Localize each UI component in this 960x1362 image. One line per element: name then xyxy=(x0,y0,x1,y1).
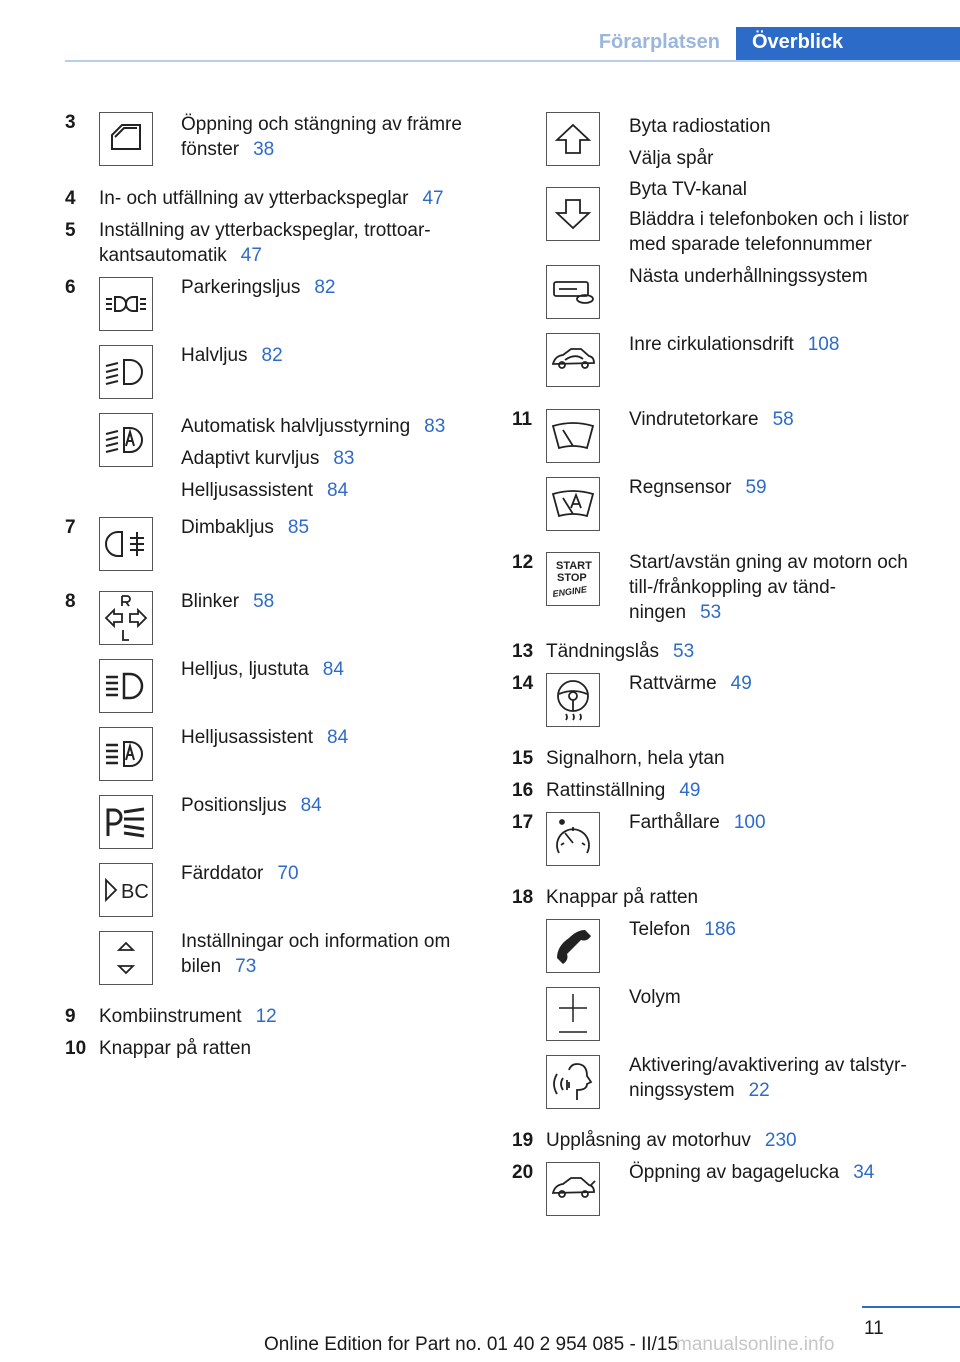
arrow-up-icon xyxy=(546,112,600,166)
page-ref[interactable]: 84 xyxy=(300,795,322,816)
high-beam-icon xyxy=(99,659,153,713)
item-13-text: Tändningslås 53 xyxy=(546,641,695,662)
page-ref[interactable]: 47 xyxy=(422,188,444,209)
item-number: 12 xyxy=(512,552,534,573)
arrow-down-icon xyxy=(546,187,600,241)
auto-light-text: Automatisk halvljusstyrning 83 Adaptivt kurvljus 83 Helljusassistent 84 xyxy=(181,416,446,501)
page-ref[interactable]: 100 xyxy=(733,812,766,833)
item-number: 17 xyxy=(512,812,534,833)
page-number: 11 xyxy=(864,1318,884,1339)
page-ref[interactable]: 38 xyxy=(253,139,275,160)
position-light-text: Positionsljus 84 xyxy=(181,795,322,816)
item-number: 11 xyxy=(512,409,533,430)
page-ref[interactable]: 22 xyxy=(748,1080,770,1101)
item-17-text: Farthållare 100 xyxy=(629,812,766,833)
item-number: 13 xyxy=(512,641,534,662)
page-ref[interactable]: 34 xyxy=(853,1162,875,1183)
volume-icon xyxy=(546,987,600,1041)
page-ref[interactable]: 84 xyxy=(327,727,349,748)
entertainment-icon xyxy=(546,265,600,319)
page-ref[interactable]: 53 xyxy=(673,641,695,662)
recirculation-text: Inre cirkulationsdrift 108 xyxy=(629,334,840,355)
stop-label: STOP xyxy=(557,572,587,584)
recirculation-icon xyxy=(546,333,600,387)
header-active-tab: Överblick xyxy=(736,27,960,60)
page-ref[interactable]: 59 xyxy=(745,477,767,498)
item-number: 6 xyxy=(65,277,76,298)
page-ref[interactable]: 12 xyxy=(255,1006,277,1027)
footer-rule xyxy=(862,1306,960,1308)
high-beam-assist-text: Helljusassistent 84 xyxy=(181,727,349,748)
start-stop-text: Start/avstän gning av motorn och till-/frånkoppling av tänd- ningen 53 xyxy=(629,552,908,623)
phone-text: Telefon 186 xyxy=(629,919,736,940)
item-3-text: Öppning och stängning av främre fönster 38 xyxy=(181,114,462,160)
entertainment-text: Nästa underhållningssystem xyxy=(629,266,868,287)
start-label: START xyxy=(556,560,592,572)
item-number: 18 xyxy=(512,887,534,908)
page-ref[interactable]: 47 xyxy=(240,245,262,266)
turn-signal-icon xyxy=(99,591,153,645)
wiper-text: Vindrutetorkare 58 xyxy=(629,409,794,430)
page-ref[interactable]: 58 xyxy=(772,409,794,430)
steering-wheel-heating-icon xyxy=(546,673,600,727)
page-ref[interactable]: 70 xyxy=(277,863,299,884)
volume-text: Volym xyxy=(629,987,681,1008)
edition-line: Online Edition for Part no. 01 40 2 954 085 - II/15 xyxy=(264,1334,679,1355)
item-number: 7 xyxy=(65,517,76,538)
high-beam-assist-icon xyxy=(99,727,153,781)
voice-control-icon xyxy=(546,1055,600,1109)
item-10-text: Knappar på ratten xyxy=(99,1038,252,1059)
item-number: 4 xyxy=(65,188,76,209)
settings-text: Inställningar och information om bilen 73 xyxy=(181,931,451,977)
blinker-text: Blinker 58 xyxy=(181,591,275,612)
parking-light-text: Parkeringsljus 82 xyxy=(181,277,336,298)
tv-text: Byta TV-kanal Bläddra i telefonboken och i listor med sparade telefonnummer xyxy=(629,179,909,255)
page-ref[interactable]: 82 xyxy=(314,277,336,298)
item-number: 15 xyxy=(512,748,534,769)
up-down-icon xyxy=(99,931,153,985)
item-14-text: Rattvärme 49 xyxy=(629,673,752,694)
watermark: manualsonline.info xyxy=(676,1334,835,1355)
window-icon xyxy=(99,112,153,166)
position-light-icon xyxy=(99,795,153,849)
page-ref[interactable]: 84 xyxy=(327,480,349,501)
item-19-text: Upplåsning av motorhuv 230 xyxy=(546,1130,797,1151)
low-beam-text: Halvljus 82 xyxy=(181,345,283,366)
board-computer-icon xyxy=(99,863,153,917)
page-ref[interactable]: 83 xyxy=(424,416,446,437)
page-ref[interactable]: 49 xyxy=(730,673,752,694)
auto-low-beam-icon xyxy=(99,413,153,467)
item-5-text: Inställning av ytterbackspeglar, trottoar- kantsautomatik 47 xyxy=(99,220,431,266)
page-header xyxy=(0,0,960,62)
page-ref[interactable]: 108 xyxy=(807,334,840,355)
item-20-text: Öppning av bagagelucka 34 xyxy=(629,1162,875,1183)
parking-light-icon xyxy=(99,277,153,331)
rear-fog-light-icon xyxy=(99,517,153,571)
item-18-text: Knappar på ratten xyxy=(546,887,699,908)
item-16-text: Rattinställning 49 xyxy=(546,780,701,801)
rear-fog-text: Dimbakljus 85 xyxy=(181,517,310,538)
board-computer-text: Färddator 70 xyxy=(181,863,299,884)
item-number: 10 xyxy=(65,1038,87,1059)
low-beam-icon xyxy=(99,345,153,399)
page-ref[interactable]: 53 xyxy=(700,602,722,623)
page-ref[interactable]: 84 xyxy=(322,659,344,680)
item-number: 3 xyxy=(65,112,76,133)
page-ref[interactable]: 230 xyxy=(764,1130,797,1151)
trunk-open-icon xyxy=(546,1162,600,1216)
page-ref[interactable]: 85 xyxy=(287,517,310,538)
wiper-icon xyxy=(546,409,600,463)
page-ref[interactable]: 73 xyxy=(235,956,257,977)
item-number: 8 xyxy=(65,591,76,612)
start-stop-button-icon xyxy=(546,552,600,606)
phone-icon xyxy=(546,919,600,973)
high-beam-text: Helljus, ljustuta 84 xyxy=(181,659,344,680)
header-rule xyxy=(65,60,960,62)
item-number: 14 xyxy=(512,673,534,694)
header-section-label: Förarplatsen xyxy=(598,31,720,53)
item-4-text: In- och utfällning av ytterbackspeglar 47 xyxy=(99,188,444,209)
engine-label: ENGINE xyxy=(551,584,588,599)
cruise-control-icon xyxy=(546,812,600,866)
rain-sensor-icon xyxy=(546,477,600,531)
item-number: 5 xyxy=(65,220,76,241)
voice-control-text: Aktivering/avaktivering av talstyr- ningssystem 22 xyxy=(629,1055,907,1101)
page-ref[interactable]: 186 xyxy=(704,919,736,940)
item-15-text: Signalhorn, hela ytan xyxy=(546,748,725,769)
page-ref[interactable]: 82 xyxy=(261,345,283,366)
item-number: 19 xyxy=(512,1130,534,1151)
page-ref[interactable]: 49 xyxy=(679,780,701,801)
page-ref[interactable]: 83 xyxy=(333,448,355,469)
radio-text: Byta radiostation Välja spår xyxy=(629,116,771,169)
item-number: 9 xyxy=(65,1006,76,1027)
item-9-text: Kombiinstrument 12 xyxy=(99,1006,277,1027)
rain-sensor-text: Regnsensor 59 xyxy=(629,477,767,498)
item-number: 20 xyxy=(512,1162,534,1183)
page-ref[interactable]: 58 xyxy=(253,591,275,612)
item-number: 16 xyxy=(512,780,534,801)
svg-text:BC: BC xyxy=(121,881,149,903)
